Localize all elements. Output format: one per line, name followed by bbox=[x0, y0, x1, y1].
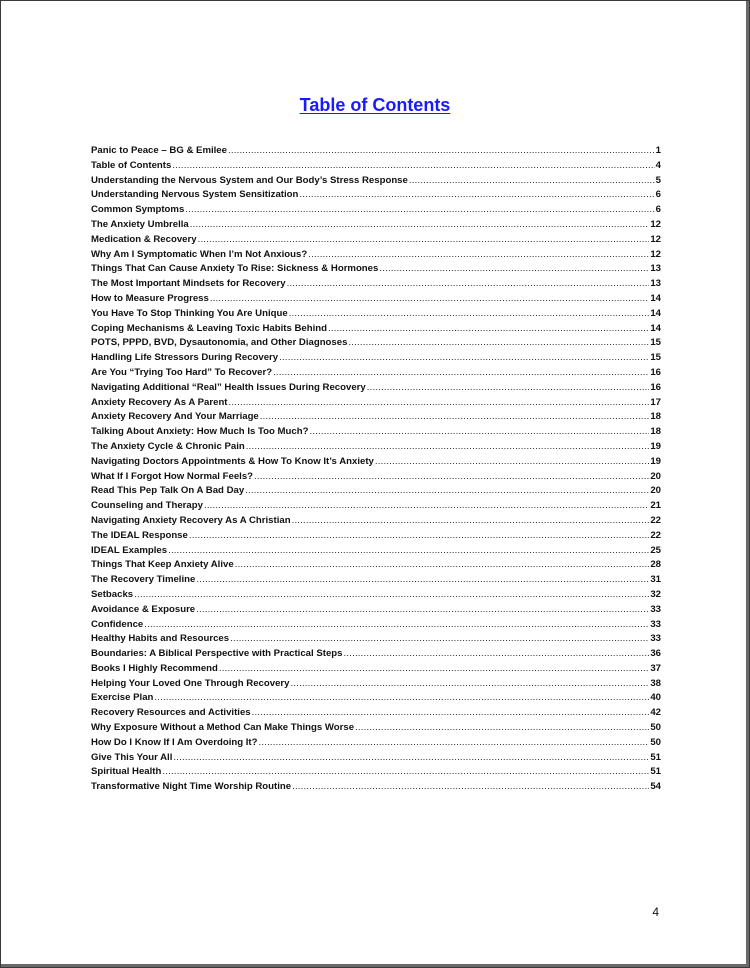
toc-entry-page: 33 bbox=[650, 618, 661, 630]
toc-entry[interactable] bbox=[91, 677, 661, 692]
toc-entry[interactable] bbox=[91, 396, 661, 411]
toc-entry-label: Setbacks bbox=[91, 588, 134, 600]
toc-entry[interactable] bbox=[91, 765, 661, 780]
toc-dot-leader bbox=[292, 780, 649, 795]
toc-entry[interactable] bbox=[91, 188, 661, 203]
toc-entry-label: Anxiety Recovery As A Parent bbox=[91, 396, 228, 408]
toc-dot-leader bbox=[210, 292, 650, 307]
toc-entry[interactable] bbox=[91, 455, 661, 470]
toc-entry-label: Recovery Resources and Activities bbox=[91, 707, 251, 719]
toc-entry-page: 12 bbox=[650, 248, 661, 260]
toc-entry-label: Understanding the Nervous System and Our Body’s Stress Response bbox=[91, 174, 408, 186]
toc-entry-label: Things That Can Cause Anxiety To Rise: Sickness & Hormones bbox=[91, 263, 379, 275]
toc-entry-label: IDEAL Examples bbox=[91, 544, 168, 556]
toc-entry[interactable] bbox=[91, 425, 661, 440]
toc-entry-label: Why Exposure Without a Method Can Make Things Worse bbox=[91, 722, 355, 734]
toc-dot-leader bbox=[367, 381, 650, 396]
toc-entry-page: 14 bbox=[650, 322, 661, 334]
toc-list bbox=[91, 144, 661, 795]
toc-dot-leader bbox=[196, 573, 649, 588]
toc-dot-leader bbox=[348, 336, 649, 351]
toc-entry-label: POTS, PPPD, BVD, Dysautonomia, and Other Diagnoses bbox=[91, 337, 348, 349]
toc-entry-label: Things That Keep Anxiety Alive bbox=[91, 559, 234, 571]
toc-entry[interactable] bbox=[91, 410, 661, 425]
toc-entry-page: 18 bbox=[650, 411, 661, 423]
toc-entry-label: Handling Life Stressors During Recovery bbox=[91, 352, 279, 364]
toc-entry[interactable] bbox=[91, 558, 661, 573]
toc-dot-leader bbox=[355, 721, 649, 736]
toc-entry[interactable] bbox=[91, 721, 661, 736]
toc-dot-leader bbox=[198, 233, 650, 248]
toc-entry[interactable] bbox=[91, 277, 661, 292]
toc-entry-page: 15 bbox=[650, 337, 661, 349]
toc-dot-leader bbox=[375, 455, 649, 470]
toc-entry[interactable] bbox=[91, 514, 661, 529]
toc-dot-leader bbox=[260, 410, 650, 425]
toc-entry-page: 19 bbox=[650, 455, 661, 467]
page-number: 4 bbox=[652, 905, 659, 919]
toc-entry-page: 14 bbox=[650, 292, 661, 304]
toc-entry[interactable] bbox=[91, 336, 661, 351]
toc-dot-leader bbox=[290, 677, 649, 692]
toc-entry[interactable] bbox=[91, 573, 661, 588]
toc-entry-label: The Anxiety Umbrella bbox=[91, 218, 189, 230]
toc-entry-label: How to Measure Progress bbox=[91, 292, 209, 304]
toc-entry-label: Navigating Anxiety Recovery As A Christian bbox=[91, 514, 291, 526]
toc-dot-leader bbox=[254, 470, 649, 485]
toc-entry-label: Healthy Habits and Resources bbox=[91, 633, 230, 645]
toc-dot-leader bbox=[299, 188, 654, 203]
toc-entry[interactable] bbox=[91, 292, 661, 307]
toc-dot-leader bbox=[273, 366, 649, 381]
toc-entry-label: Counseling and Therapy bbox=[91, 500, 203, 512]
toc-entry[interactable] bbox=[91, 632, 661, 647]
toc-entry[interactable] bbox=[91, 307, 661, 322]
toc-entry-page: 15 bbox=[650, 352, 661, 364]
toc-entry[interactable] bbox=[91, 233, 661, 248]
toc-entry-page: 32 bbox=[650, 588, 661, 600]
toc-entry[interactable] bbox=[91, 647, 661, 662]
toc-entry[interactable] bbox=[91, 381, 661, 396]
toc-entry-page: 51 bbox=[650, 751, 661, 763]
toc-entry-page: 5 bbox=[655, 174, 661, 186]
toc-entry-page: 22 bbox=[650, 514, 661, 526]
toc-entry-page: 1 bbox=[655, 145, 661, 156]
toc-dot-leader bbox=[279, 351, 649, 366]
toc-entry-page: 6 bbox=[655, 204, 661, 216]
toc-entry-page: 16 bbox=[650, 366, 661, 378]
toc-dot-leader bbox=[252, 706, 650, 721]
toc-entry-label: Boundaries: A Biblical Perspective with Practical Steps bbox=[91, 648, 343, 660]
toc-dot-leader bbox=[172, 159, 654, 174]
toc-entry-label: You Have To Stop Thinking You Are Unique bbox=[91, 307, 288, 319]
toc-entry-page: 42 bbox=[650, 707, 661, 719]
toc-entry[interactable] bbox=[91, 544, 661, 559]
toc-entry-page: 33 bbox=[650, 603, 661, 615]
toc-dot-leader bbox=[154, 691, 649, 706]
toc-dot-leader bbox=[409, 174, 655, 189]
toc-entry[interactable] bbox=[91, 588, 661, 603]
toc-entry-page: 37 bbox=[650, 662, 661, 674]
toc-dot-leader bbox=[328, 322, 649, 337]
toc-dot-leader bbox=[228, 144, 655, 159]
toc-entry[interactable] bbox=[91, 529, 661, 544]
toc-entry-page: 33 bbox=[650, 633, 661, 645]
toc-dot-leader bbox=[173, 751, 649, 766]
toc-dot-leader bbox=[162, 765, 649, 780]
page-title[interactable]: Table of Contents bbox=[299, 95, 451, 115]
toc-dot-leader bbox=[379, 262, 649, 277]
toc-entry[interactable] bbox=[91, 603, 661, 618]
toc-entry-label: What If I Forgot How Normal Feels? bbox=[91, 470, 254, 482]
toc-entry-page: 25 bbox=[650, 544, 661, 556]
toc-entry-label: Read This Pep Talk On A Bad Day bbox=[91, 485, 245, 497]
toc-entry-label: The IDEAL Response bbox=[91, 529, 188, 541]
toc-entry[interactable] bbox=[91, 159, 661, 174]
toc-entry[interactable] bbox=[91, 218, 661, 233]
toc-entry-label: Panic to Peace – BG & Emilee bbox=[91, 145, 227, 156]
toc-dot-leader bbox=[219, 662, 649, 677]
toc-dot-leader bbox=[134, 588, 649, 603]
toc-dot-leader bbox=[229, 396, 650, 411]
toc-entry-label: Coping Mechanisms & Leaving Toxic Habits Behind bbox=[91, 322, 327, 334]
toc-entry-label: Spiritual Health bbox=[91, 766, 162, 778]
toc-entry[interactable] bbox=[91, 144, 661, 159]
toc-entry-label: Medication & Recovery bbox=[91, 233, 197, 245]
toc-entry-page: 40 bbox=[650, 692, 661, 704]
toc-entry-page: 50 bbox=[650, 722, 661, 734]
toc-entry-label: Anxiety Recovery And Your Marriage bbox=[91, 411, 259, 423]
toc-entry[interactable] bbox=[91, 248, 661, 263]
toc-entry-label: Talking About Anxiety: How Much Is Too Much? bbox=[91, 426, 309, 438]
toc-dot-leader bbox=[189, 529, 649, 544]
toc-dot-leader bbox=[204, 499, 649, 514]
toc-dot-leader bbox=[230, 632, 649, 647]
toc-entry-page: 54 bbox=[650, 781, 661, 793]
toc-entry[interactable] bbox=[91, 351, 661, 366]
toc-entry-page: 20 bbox=[650, 485, 661, 497]
toc-entry[interactable] bbox=[91, 262, 661, 277]
toc-entry-label: Transformative Night Time Worship Routine bbox=[91, 781, 292, 793]
toc-entry-page: 14 bbox=[650, 307, 661, 319]
toc-entry[interactable] bbox=[91, 484, 661, 499]
toc-entry[interactable] bbox=[91, 499, 661, 514]
toc-entry-page: 12 bbox=[650, 233, 661, 245]
toc-dot-leader bbox=[246, 440, 650, 455]
toc-entry-label: Books I Highly Recommend bbox=[91, 662, 218, 674]
toc-entry-page: 12 bbox=[650, 218, 661, 230]
toc-entry-label: How Do I Know If I Am Overdoing It? bbox=[91, 736, 258, 748]
toc-entry[interactable] bbox=[91, 736, 661, 751]
toc-dot-leader bbox=[258, 736, 649, 751]
toc-entry-label: Helping Your Loved One Through Recovery bbox=[91, 677, 290, 689]
toc-entry-label: Exercise Plan bbox=[91, 692, 154, 704]
toc-entry-label: Give This Your All bbox=[91, 751, 173, 763]
toc-entry[interactable] bbox=[91, 366, 661, 381]
toc-entry-page: 17 bbox=[650, 396, 661, 408]
toc-entry[interactable] bbox=[91, 751, 661, 766]
toc-entry-page: 28 bbox=[650, 559, 661, 571]
toc-entry-page: 21 bbox=[650, 500, 661, 512]
toc-entry-page: 16 bbox=[650, 381, 661, 393]
toc-entry-label: Common Symptoms bbox=[91, 204, 185, 216]
toc-entry-page: 38 bbox=[650, 677, 661, 689]
toc-entry-page: 18 bbox=[650, 426, 661, 438]
toc-entry[interactable] bbox=[91, 618, 661, 633]
toc-entry-label: Avoidance & Exposure bbox=[91, 603, 196, 615]
toc-entry-label: Are You “Trying Too Hard” To Recover? bbox=[91, 366, 273, 378]
toc-dot-leader bbox=[144, 618, 649, 633]
toc-dot-leader bbox=[168, 544, 649, 559]
toc-entry-page: 51 bbox=[650, 766, 661, 778]
toc-dot-leader bbox=[292, 514, 650, 529]
toc-entry-label: Navigating Doctors Appointments & How To Know It’s Anxiety bbox=[91, 455, 374, 467]
toc-entry[interactable] bbox=[91, 706, 661, 721]
toc-entry-page: 4 bbox=[655, 159, 661, 171]
toc-entry-page: 19 bbox=[650, 440, 661, 452]
toc-entry-label: The Recovery Timeline bbox=[91, 574, 196, 586]
toc-entry-page: 6 bbox=[655, 189, 661, 201]
toc-entry[interactable] bbox=[91, 691, 661, 706]
toc-entry[interactable] bbox=[91, 780, 661, 795]
toc-entry-label: Table of Contents bbox=[91, 159, 172, 171]
toc-entry[interactable] bbox=[91, 662, 661, 677]
toc-entry-label: The Most Important Mindsets for Recovery bbox=[91, 278, 286, 290]
toc-entry-page: 22 bbox=[650, 529, 661, 541]
toc-dot-leader bbox=[309, 425, 649, 440]
toc-entry[interactable] bbox=[91, 440, 661, 455]
toc-entry-page: 36 bbox=[650, 648, 661, 660]
toc-dot-leader bbox=[190, 218, 650, 233]
toc-entry-label: Why Am I Symptomatic When I’m Not Anxious? bbox=[91, 248, 308, 260]
toc-entry-page: 13 bbox=[650, 278, 661, 290]
toc-dot-leader bbox=[196, 603, 649, 618]
toc-entry-page: 20 bbox=[650, 470, 661, 482]
toc-dot-leader bbox=[287, 277, 650, 292]
toc-entry-label: The Anxiety Cycle & Chronic Pain bbox=[91, 440, 245, 452]
toc-entry-label: Confidence bbox=[91, 618, 144, 630]
toc-dot-leader bbox=[343, 647, 649, 662]
toc-dot-leader bbox=[308, 248, 649, 263]
toc-entry-page: 13 bbox=[650, 263, 661, 275]
toc-entry[interactable] bbox=[91, 322, 661, 337]
toc-dot-leader bbox=[185, 203, 654, 218]
toc-entry[interactable] bbox=[91, 203, 661, 218]
toc-entry-page: 31 bbox=[650, 574, 661, 586]
toc-entry[interactable] bbox=[91, 174, 661, 189]
toc-entry-label: Navigating Additional “Real” Health Issues During Recovery bbox=[91, 381, 366, 393]
toc-dot-leader bbox=[289, 307, 650, 322]
toc-entry-page: 50 bbox=[650, 736, 661, 748]
toc-dot-leader bbox=[235, 558, 650, 573]
toc-entry-label: Understanding Nervous System Sensitization bbox=[91, 189, 299, 201]
toc-entry[interactable] bbox=[91, 470, 661, 485]
toc-dot-leader bbox=[245, 484, 649, 499]
